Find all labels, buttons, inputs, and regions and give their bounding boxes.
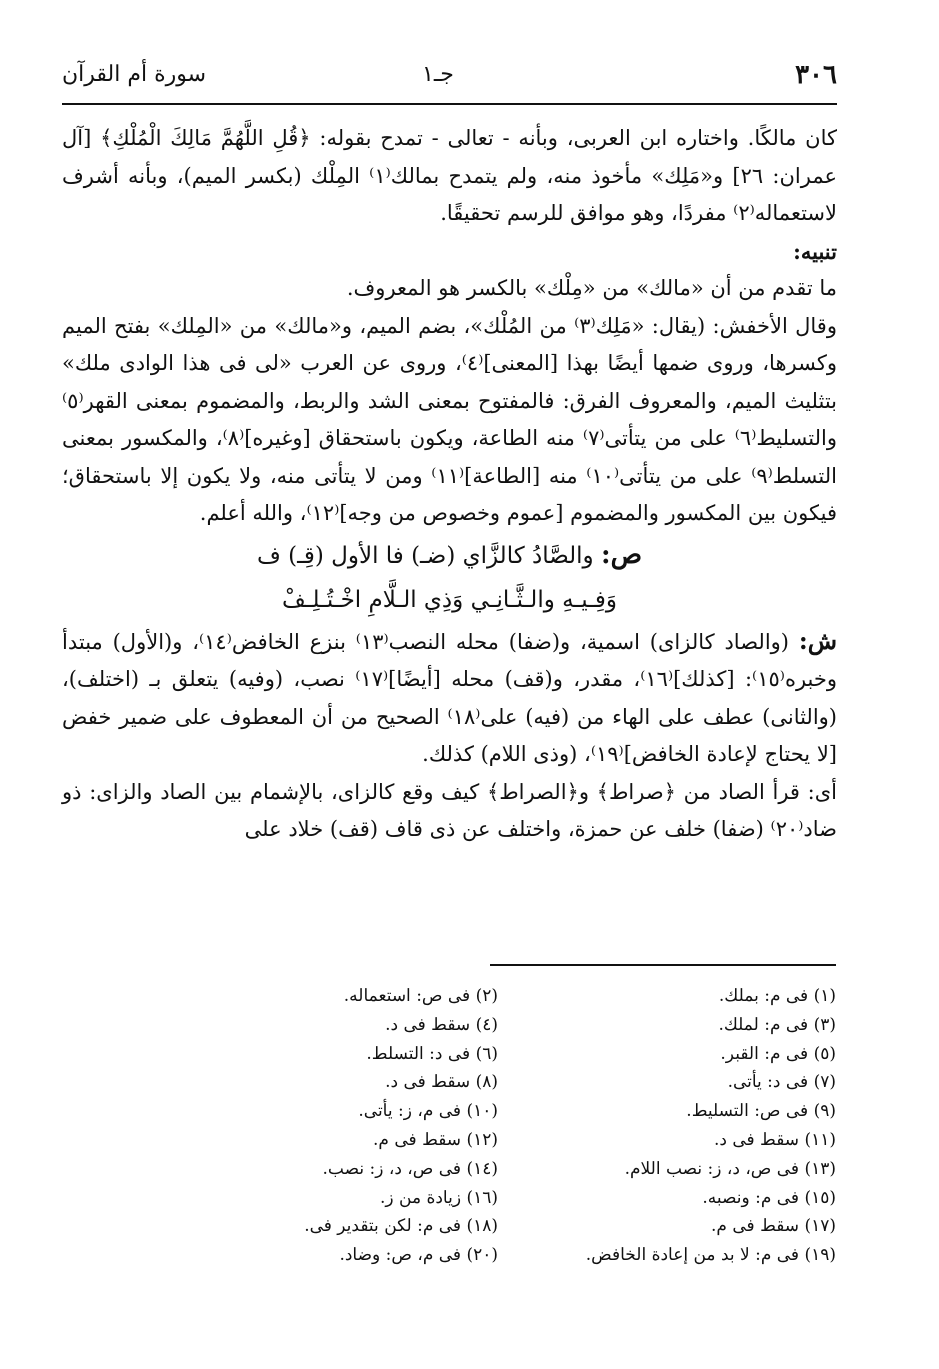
sharh-text: (والصاد كالزاى) اسمية، و(ضفا) محله النصب⁽١٣⁾ بنزع الخافض⁽١٤⁾، و(الأول) مبتدأ وخبره⁽١٥⁾: [كذلك]⁽١٦⁾، مقدر، و(قف) محله [أيضًا]⁽١٧⁾ نصب، (وفيه) يتعلق بـ (اختلف)، (والثانى) عطف على الهاء من (فيه) على⁽١٨⁾ الصحيح من أن المعطوف على ضمير خفض [لا يحتاج لإعادة الخافض]⁽١٩⁾، (وذى اللام) كذلك. (62, 629, 837, 766)
paragraph-2: ما تقدم من أن «مالك» من «مِلْك» بالكسر هو المعروف. (346, 276, 837, 300)
footnote: (١١) سقط فى د. (713, 1129, 836, 1150)
verse-text-1: والصَّادُ كالزَّاي (ضـ) فا الأول (قِـ) ف (256, 542, 594, 569)
footnote-divider (490, 964, 836, 966)
footnote: (٢) فى ص: استعماله. (343, 986, 498, 1006)
footnote: (١) فى م: بملك. (718, 986, 836, 1006)
footnote: (١٦) زيادة من ز. (379, 1187, 498, 1208)
footnote: (١٤) فى ص، د، ز: نصب. (322, 1158, 498, 1179)
footnote: (٥) فى م: القبر. (720, 1043, 836, 1064)
footnotes (200, 982, 836, 1270)
page-header (62, 58, 837, 98)
footnote: (١٨) فى م: لكن بتقدير فى. (304, 1216, 498, 1237)
footnote: (١٠) فى م، ز: يأتى. (358, 1101, 498, 1122)
footnote: (١٣) فى ص، د، ز: نصب اللام. (624, 1158, 836, 1179)
footnote: (٨) سقط فى د. (385, 1072, 498, 1093)
sharh-label: ش: (798, 625, 837, 655)
footnote: (٢٠) فى م، ص: وضاد. (339, 1245, 498, 1266)
surah-title: سورة أم القرآن (62, 62, 207, 87)
header-divider (62, 103, 837, 105)
tanbih-heading: تنبيه: (793, 238, 837, 264)
sharh-paragraph (62, 622, 837, 774)
footnote: (٦) فى د: التسلط. (366, 1043, 498, 1064)
paragraph-3: وقال الأخفش: (يقال: «مَلِك⁽٣⁾ من المُلْك»، بضم الميم، و«مالك» من «المِلك» بفتح الميم وكسرها، وروى ضمها أيضًا بهذا [المعنى]⁽٤⁾، وروى عن العرب «لى فى هذا الوادى ملك» بتثليث الميم، والمعروف الفرق: فالمفتوح بمعنى الشد والربط، والمضموم بمعنى القهر⁽٥⁾ والتسليط⁽٦⁾ على من يتأتى⁽٧⁾ منه الطاعة، ويكون باستحقاق [وغيره]⁽٨⁾، والمكسور بمعنى التسلط⁽٩⁾ على من يتأتى⁽١٠⁾ منه [الطاعة]⁽١١⁾ ومن لا يتأتى منه، ولا يكون إلا باستحقاق؛ فيكون بين المكسور والمضموم [عموم وخصوص من وجه]⁽١٢⁾، والله أعلم. (62, 313, 838, 525)
paragraph-final: أى: قرأ الصاد من ﴿صراط﴾ و﴿الصراط﴾ كيف وقع كالزاى، بالإشمام بين الصاد والزاى: ذو ضاد⁽٢٠⁾ (ضفا) خلف عن حمزة، واختلف عن ذى قاف (قف) خلاد على (62, 779, 837, 841)
footnote: (١٢) سقط فى م. (373, 1129, 498, 1150)
page-number: ٣٠٦ (795, 60, 837, 90)
verse-label: ص: (600, 539, 643, 570)
footnote: (٤) سقط فى د. (385, 1014, 498, 1035)
main-text (62, 120, 837, 849)
footnote: (١٩) فى م: لا بد من إعادة الخافض. (585, 1245, 836, 1266)
verse-line-2: وَفِـيـهِ والـثَّـانِـي وَذِي الـلَّامِ اخْـتُـلِـفْ (282, 586, 617, 613)
footnote: (١٥) فى م: ونصبه. (702, 1187, 836, 1208)
footnote: (٣) فى م: لملك. (718, 1014, 836, 1035)
footnote: (٩) فى ص: التسليط. (686, 1101, 836, 1122)
footnote: (٧) فى د: يأتى. (727, 1072, 836, 1093)
verse-line-1 (62, 533, 837, 578)
paragraph-1: كان مالكًا. واختاره ابن العربى، وبأنه - تعالى - تمدح بقوله: ﴿قُلِ اللَّهُمَّ مَالِكَ الْمُلْكِ﴾ [آل عمران: ٢٦] و«مَلِك» مأخوذ منه، ولم يتمدح بمالك⁽١⁾ المِلْك (بكسر الميم)، وبأنه أشرف لاستعماله⁽٢⁾ مفردًا، وهو موافق للرسم تحقيقًا. (62, 126, 837, 225)
footnote: (١٧) سقط فى م. (711, 1216, 836, 1237)
volume-label: جـ١ (422, 62, 454, 87)
